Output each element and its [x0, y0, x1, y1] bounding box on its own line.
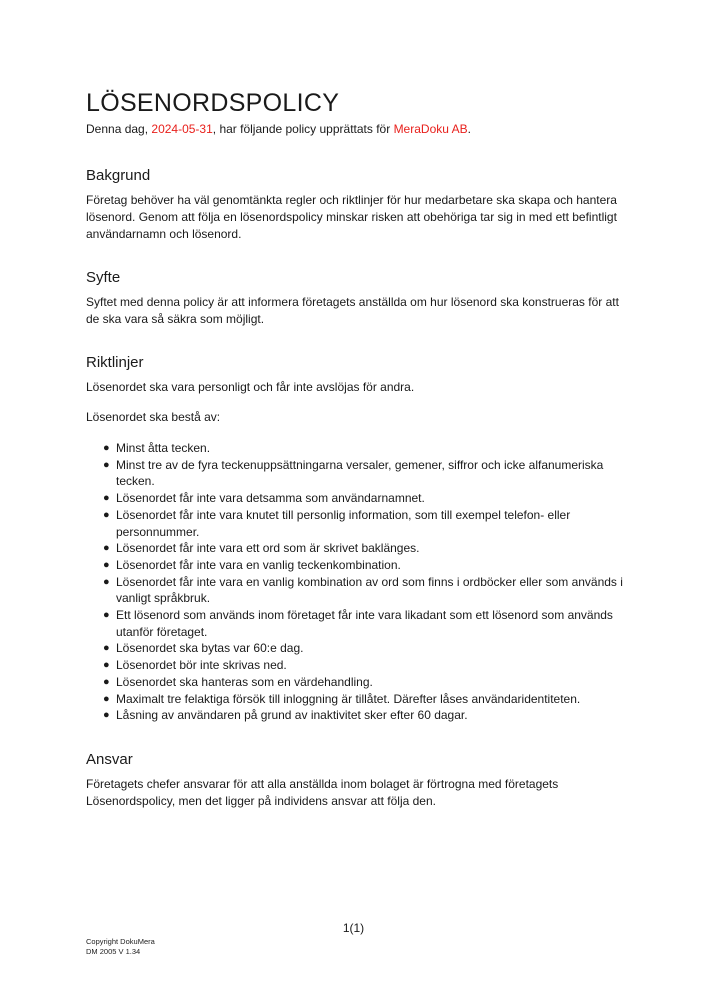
section-riktlinjer — [86, 353, 626, 724]
bullet-icon: ● — [103, 542, 110, 555]
bullet-icon: ● — [103, 575, 110, 588]
list-item: ● Maximalt tre felaktiga försök till inloggning är tillåtet. Därefter låses användaridentiteten. — [103, 691, 581, 706]
intro-line — [86, 121, 471, 137]
section-text: Syftet med denna policy är att informera företagets anställda om hur lösenord ska konstrueras för att de ska vara så säkra som möjligt. — [86, 295, 619, 326]
section-ansvar — [86, 750, 626, 810]
list-item: ● Lösenordet får inte vara en vanlig teckenkombination. — [103, 557, 401, 572]
list-item: ● Ett lösenord som används inom företaget får inte vara likadant som ett lösenord som används utanför företaget. — [103, 608, 613, 639]
list-item: ● Minst åtta tecken. — [103, 441, 211, 455]
bullet-icon: ● — [103, 675, 110, 688]
bullet-icon: ● — [103, 692, 110, 705]
section-heading: Bakgrund — [86, 167, 151, 184]
intro-suffix: . — [467, 122, 471, 136]
section-syfte — [86, 268, 626, 328]
bullet-icon: ● — [103, 709, 110, 722]
bullet-icon: ● — [103, 492, 110, 505]
intro-middle: , har följande policy upprättats för — [212, 122, 394, 136]
footer — [86, 937, 155, 957]
list-item: ● Lösenordet bör inte skrivas ned. — [103, 658, 287, 673]
list-item: ● Lösenordet ska hanteras som en värdehandling. — [103, 674, 373, 689]
bullet-icon: ● — [103, 642, 110, 655]
bullet-icon: ● — [103, 508, 110, 521]
section-text: Lösenordet ska bestå av: — [86, 410, 221, 424]
bullet-icon: ● — [103, 558, 110, 571]
intro-company: MeraDoku AB — [393, 122, 468, 136]
intro-prefix: Denna dag, — [86, 122, 152, 136]
rules-list — [86, 440, 626, 724]
bullet-icon: ● — [103, 458, 110, 471]
page-number: 1(1) — [342, 921, 365, 935]
list-item: ● Lösenordet ska bytas var 60:e dag. — [103, 641, 304, 656]
document-title: LÖSENORDSPOLICY — [86, 89, 340, 117]
list-item: ● Lösenordet får inte vara detsamma som användarnamnet. — [103, 491, 425, 506]
section-heading: Syfte — [86, 269, 121, 286]
list-item: ● Lösenordet får inte vara en vanlig kombination av ord som finns i ordböcker eller som används i vanligt språkbruk. — [103, 574, 623, 606]
bullet-icon: ● — [103, 659, 110, 672]
bullet-icon: ● — [103, 442, 110, 454]
section-heading: Riktlinjer — [86, 354, 144, 371]
footer-version: DM 2005 V 1.34 — [86, 947, 141, 956]
section-text: Företag behöver ha väl genomtänkta regler och riktlinjer för hur medarbetare ska skapa och hantera lösenord. Genom att följa en lösenordspolicy minskar risken att obehöriga tar sig in med ett befintligt användarnamn och lösenord. — [86, 193, 617, 241]
list-item: ● Lösenordet får inte vara ett ord som är skrivet baklänges. — [103, 541, 420, 556]
section-heading: Ansvar — [86, 751, 133, 768]
list-item: ● Lösenordet får inte vara knutet till personlig information, som till exempel telefon- eller personnummer. — [103, 507, 571, 539]
section-text: Företagets chefer ansvarar för att alla anställda inom bolaget är förtrogna med företagets Lösenordspolicy, men det ligger på individens ansvar att följa den. — [86, 777, 559, 808]
section-text: Lösenordet ska vara personligt och får inte avslöjas för andra. — [86, 380, 415, 394]
footer-copyright: Copyright DokuMera — [86, 937, 155, 946]
list-item: ● Minst tre av de fyra teckenuppsättningarna versaler, gemener, siffror och icke alfanumeriska tecken. — [103, 457, 604, 489]
intro-date: 2024-05-31 — [151, 122, 213, 136]
section-bakgrund — [86, 166, 626, 243]
bullet-icon: ● — [103, 609, 110, 622]
list-item: ● Låsning av användaren på grund av inaktivitet sker efter 60 dagar. — [103, 708, 468, 723]
